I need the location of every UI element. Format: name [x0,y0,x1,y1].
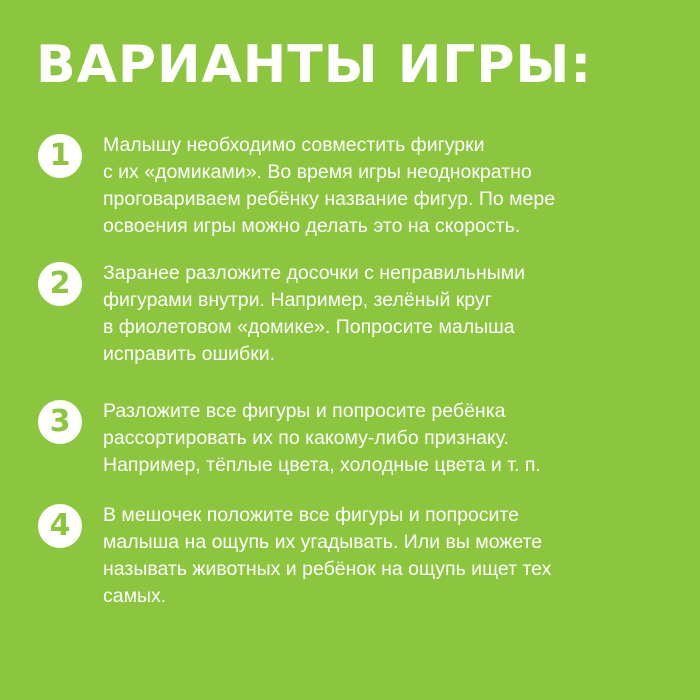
item-line: освоения игры можно делать это на скорость. [103,215,521,237]
item-line: самых. [103,585,167,607]
item-line: Малышу необходимо совместить фигурки [103,134,485,156]
item-line: рассортировать их по какому-либо признаку. [103,427,509,449]
item-line: с их «домиками». Во время игры неоднократно [103,161,532,183]
item-text [103,502,663,610]
item-text [103,398,663,479]
item-line: Разложите все фигуры и попросите ребёнка [103,400,506,422]
item-line: фигурами внутри. Например, зелёный круг [103,289,492,311]
number-badge: 2 [38,262,82,306]
item-line: в фиолетовом «домике». Попросите малыша [103,316,515,338]
page-title: ВАРИАНТЫ ИГРЫ: [36,35,593,95]
item-line: Например, тёплые цвета, холодные цвета и т. п. [103,454,541,476]
item-line: исправить ошибки. [103,343,276,365]
item-line: В мешочек положите все фигуры и попросите [103,504,519,526]
item-text [103,132,663,240]
item-line: Заранее разложите досочки с неправильными [103,262,526,284]
number-badge: 4 [38,504,82,548]
number-badge: 1 [38,134,82,178]
item-line: называть животных и ребёнок на ощупь ищет тех [103,558,552,580]
item-text [103,260,663,368]
item-line: малыша на ощупь их угадывать. Или вы можете [103,531,543,553]
item-line: проговариваем ребёнку название фигур. По мере [103,188,556,210]
number-badge: 3 [38,400,82,444]
